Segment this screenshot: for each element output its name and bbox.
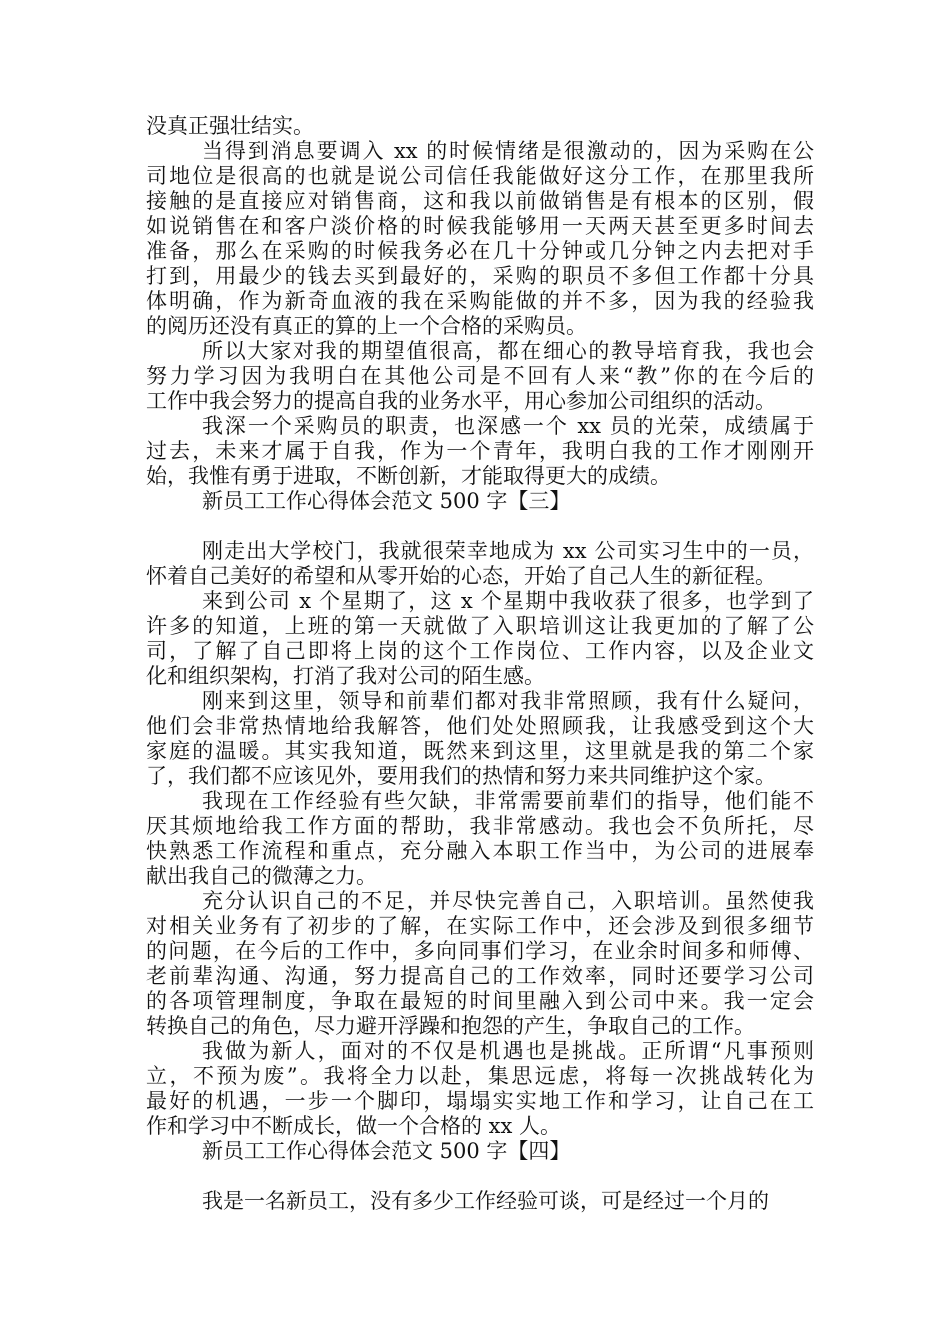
text-line: 立，不预为废”。我将全力以赴，集思远虑，将每一次挑战转化为 — [146, 1064, 814, 1088]
text-line: 转换自己的角色，尽力避开浮躁和抱怨的产生，争取自己的工作。 — [146, 1014, 755, 1038]
text-line: 努力学习因为我明白在其他公司是不回有人来“教”你的在今后的 — [146, 364, 814, 388]
text-line: 打到，用最少的钱去买到最好的，采购的职员不多但工作都十分具 — [146, 264, 814, 288]
text-line: 司，了解了自己即将上岗的这个工作岗位、工作内容，以及企业文 — [146, 639, 814, 663]
text-line: 我深一个采购员的职责，也深感一个 xx 员的光荣，成绩属于 — [202, 414, 814, 438]
paragraph — [146, 539, 814, 589]
text-line: 我现在工作经验有些欠缺，非常需要前辈们的指导，他们能不 — [202, 789, 814, 813]
text-line: 的阅历还没有真正的算的上一个合格的采购员。 — [146, 314, 587, 338]
text-line: 献出我自己的微薄之力。 — [146, 864, 377, 888]
paragraph — [146, 889, 814, 1039]
text-line: 没真正强壮结实。 — [146, 114, 314, 138]
text-line: 厌其烦地给我工作方面的帮助，我非常感动。我也会不负所托，尽 — [146, 814, 814, 838]
section-heading — [146, 489, 814, 514]
text-line: 准备，那么在采购的时候我务必在几十分钟或几分钟之内去把对手 — [146, 239, 814, 263]
blank-line — [146, 514, 814, 539]
text-line: 快熟悉工作流程和重点，充分融入本职工作当中，为公司的进展奉 — [146, 839, 814, 863]
text-line: 了，我们都不应该见外，要用我们的热情和努力来共同维护这个家。 — [146, 764, 776, 788]
blank-line — [146, 1164, 814, 1189]
text-line: 工作中我会努力的提高自我的业务水平，用心参加公司组织的活动。 — [146, 389, 776, 413]
text-line: 的问题，在今后的工作中，多向同事们学习，在业余时间多和师傅、 — [146, 939, 814, 963]
paragraph — [146, 339, 814, 414]
text-line: 老前辈沟通、沟通，努力提高自己的工作效率，同时还要学习公司 — [146, 964, 814, 988]
text-line: 接触的是直接应对销售商，这和我以前做销售是有根本的区别，假 — [146, 189, 814, 213]
paragraph — [146, 114, 814, 139]
text-line: 我是一名新员工，没有多少工作经验可谈，可是经过一个月的 — [202, 1189, 769, 1213]
section-heading — [146, 1139, 814, 1164]
text-line: 作和学习中不断成长，做一个合格的 xx 人。 — [146, 1114, 562, 1138]
text-line: 来到公司 x 个星期了，这 x 个星期中我收获了很多，也学到了 — [202, 589, 814, 613]
text-line: 的各项管理制度，争取在最短的时间里融入到公司中来。我一定会 — [146, 989, 814, 1013]
text-line: 过去，未来才属于自我，作为一个青年，我明白我的工作才刚刚开 — [146, 439, 814, 463]
text-line: 我做为新人，面对的不仅是机遇也是挑战。正所谓“凡事预则 — [202, 1039, 814, 1063]
text-line: 充分认识自己的不足，并尽快完善自己，入职培训。虽然使我 — [202, 889, 814, 913]
text-line: 刚来到这里，领导和前辈们都对我非常照顾，我有什么疑问， — [202, 689, 814, 713]
paragraph — [146, 414, 814, 489]
paragraph — [146, 689, 814, 789]
paragraph — [146, 1189, 814, 1214]
text-line: 许多的知道，上班的第一天就做了入职培训这让我更加的了解了公 — [146, 614, 814, 638]
text-line: 刚走出大学校门，我就很荣幸地成为 xx 公司实习生中的一员， — [202, 539, 814, 563]
text-line: 体明确，作为新奇血液的我在采购能做的并不多，因为我的经验我 — [146, 289, 814, 313]
paragraph — [146, 589, 814, 689]
text-line: 如说销售在和客户淡价格的时候我能够用一天两天甚至更多时间去 — [146, 214, 814, 238]
paragraph — [146, 1039, 814, 1139]
heading-text: 新员工工作心得体会范文 500 字【四】 — [202, 1139, 571, 1163]
text-line: 始，我惟有勇于进取，不断创新，才能取得更大的成绩。 — [146, 464, 671, 488]
paragraph — [146, 139, 814, 339]
text-line: 司地位是很高的也就是说公司信任我能做好这分工作，在那里我所 — [146, 164, 814, 188]
text-line: 化和组织架构，打消了我对公司的陌生感。 — [146, 664, 545, 688]
text-line: 他们会非常热情地给我解答，他们处处照顾我，让我感受到这个大 — [146, 714, 814, 738]
text-line: 最好的机遇，一步一个脚印，塌塌实实地工作和学习，让自己在工 — [146, 1089, 814, 1113]
text-line: 当得到消息要调入 xx 的时候情绪是很激动的，因为采购在公 — [202, 139, 814, 163]
text-line: 家庭的温暖。其实我知道，既然来到这里，这里就是我的第二个家 — [146, 739, 814, 763]
text-line: 怀着自己美好的希望和从零开始的心态，开始了自己人生的新征程。 — [146, 564, 776, 588]
document-body — [146, 114, 814, 1214]
text-line: 所以大家对我的期望值很高，都在细心的教导培育我，我也会 — [202, 339, 814, 363]
text-line: 对相关业务有了初步的了解，在实际工作中，还会涉及到很多细节 — [146, 914, 814, 938]
paragraph — [146, 789, 814, 889]
heading-text: 新员工工作心得体会范文 500 字【三】 — [202, 489, 571, 513]
